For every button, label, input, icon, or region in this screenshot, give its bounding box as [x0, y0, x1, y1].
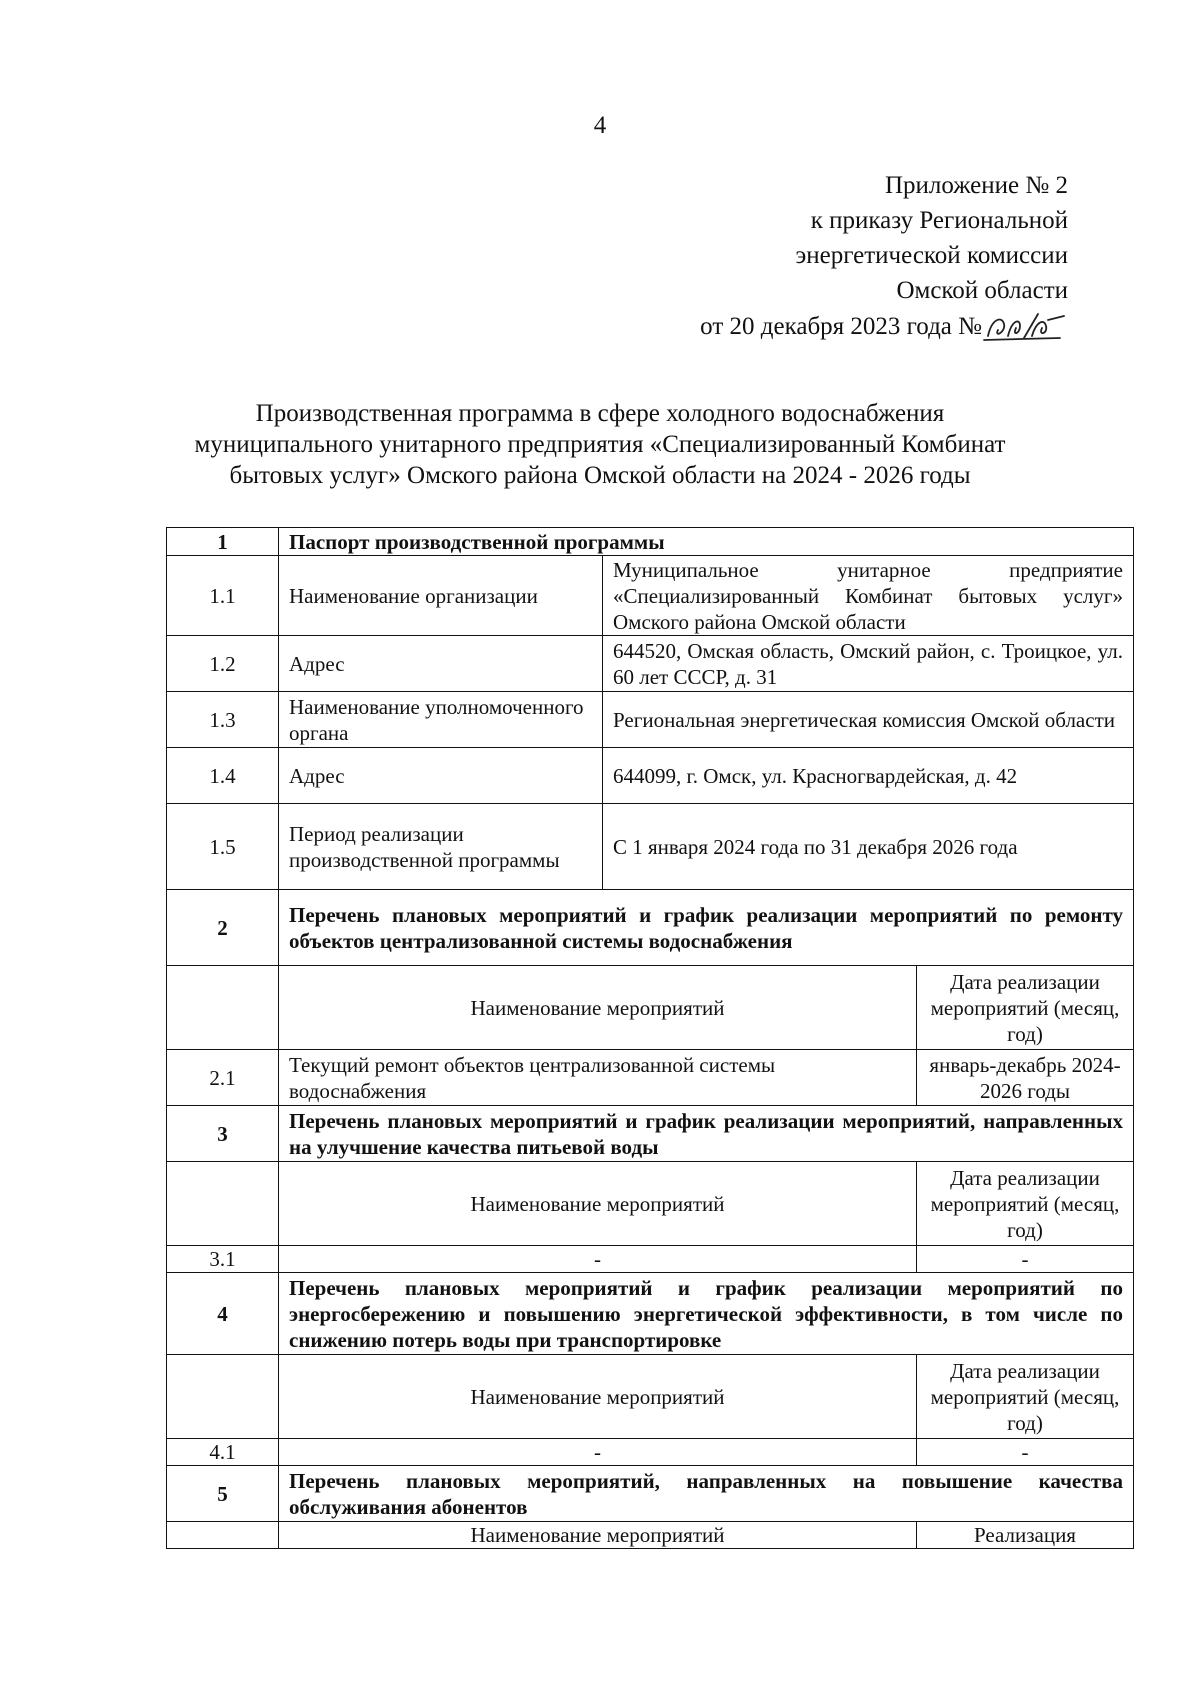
column-header-date: Дата реализации мероприятий (месяц, год): [917, 1162, 1134, 1246]
section-title: Перечень плановых мероприятий, направленных на повышение качества обслуживания абонентов: [279, 1466, 1134, 1522]
table-row: [167, 1246, 1134, 1273]
appendix-line: Омской области: [896, 277, 1068, 304]
table-row: [167, 1050, 1134, 1106]
row-number: 4.1: [167, 1439, 279, 1466]
appendix-header: [700, 168, 1068, 344]
appendix-date-line: [700, 308, 1068, 344]
section-title: Перечень плановых мероприятий и график реализации мероприятий по энергосбережению и повышению энергетической эффективности, в том числе по снижению потерь воды при транспортировке: [279, 1273, 1134, 1355]
row-label: Адрес: [279, 748, 603, 804]
column-header-row: [167, 1522, 1134, 1549]
appendix-line: энергетической комиссии: [795, 242, 1068, 269]
row-number: 1.2: [167, 636, 279, 692]
row-date: -: [917, 1246, 1134, 1273]
column-header-name: Наименование мероприятий: [279, 1162, 917, 1246]
table-row: [167, 748, 1134, 804]
section-title: Перечень плановых мероприятий и график реализации мероприятий, направленных на улучшение качества питьевой воды: [279, 1106, 1134, 1162]
row-number: 1.1: [167, 556, 279, 636]
title-line: Производственная программа в сфере холодного водоснабжения: [255, 400, 945, 427]
row-label: Наименование организации: [279, 556, 603, 636]
section-number: 4: [167, 1273, 279, 1355]
row-label: Наименование уполномоченного органа: [279, 692, 603, 748]
handwritten-number-signature: [982, 308, 1068, 344]
column-header-date: Дата реализации мероприятий (месяц, год): [917, 1355, 1134, 1439]
empty-cell: [167, 1522, 279, 1549]
section-header-row: [167, 1106, 1134, 1162]
section-number: 2: [167, 890, 279, 966]
section-number: 1: [167, 528, 279, 556]
row-number: 1.5: [167, 804, 279, 890]
row-value: Муниципальное унитарное предприятие «Специализированный Комбинат бытовых услуг» Омского района Омской области: [603, 556, 1134, 636]
section-header-row: [167, 528, 1134, 556]
appendix-line: к приказу Региональной: [810, 207, 1068, 234]
table-row: [167, 1439, 1134, 1466]
row-number: 2.1: [167, 1050, 279, 1106]
document-title: [150, 398, 1050, 491]
row-label: Адрес: [279, 636, 603, 692]
section-header-row: [167, 890, 1134, 966]
row-label: Период реализации производственной программы: [279, 804, 603, 890]
table-row: [167, 692, 1134, 748]
row-date: -: [917, 1439, 1134, 1466]
row-number: 1.3: [167, 692, 279, 748]
appendix-date-prefix: от 20 декабря 2023 года №: [700, 313, 982, 340]
section-title: Перечень плановых мероприятий и график реализации мероприятий по ремонту объектов централизованной системы водоснабжения: [279, 890, 1134, 966]
section-title: Паспорт производственной программы: [279, 528, 1134, 556]
section-header-row: [167, 1273, 1134, 1355]
empty-cell: [167, 1355, 279, 1439]
table-row: [167, 804, 1134, 890]
row-name: Текущий ремонт объектов централизованной системы водоснабжения: [279, 1050, 917, 1106]
section-number: 3: [167, 1106, 279, 1162]
table-row: [167, 636, 1134, 692]
column-header-date: Реализация: [917, 1522, 1134, 1549]
section-header-row: [167, 1466, 1134, 1522]
empty-cell: [167, 966, 279, 1050]
appendix-line: Приложение № 2: [884, 172, 1068, 199]
row-number: 1.4: [167, 748, 279, 804]
column-header-name: Наименование мероприятий: [279, 966, 917, 1050]
column-header-name: Наименование мероприятий: [279, 1522, 917, 1549]
row-value: С 1 января 2024 года по 31 декабря 2026 года: [603, 804, 1134, 890]
section-number: 5: [167, 1466, 279, 1522]
row-value: 644099, г. Омск, ул. Красногвардейская, д. 42: [603, 748, 1134, 804]
row-name: -: [279, 1439, 917, 1466]
table-row: [167, 556, 1134, 636]
row-name: -: [279, 1246, 917, 1273]
column-header-name: Наименование мероприятий: [279, 1355, 917, 1439]
page-number: 4: [593, 112, 607, 139]
row-date: январь-декабрь 2024-2026 годы: [917, 1050, 1134, 1106]
program-table: [166, 527, 1134, 1549]
column-header-row: [167, 1162, 1134, 1246]
empty-cell: [167, 1162, 279, 1246]
row-value: Региональная энергетическая комиссия Омской области: [603, 692, 1134, 748]
column-header-date: Дата реализации мероприятий (месяц, год): [917, 966, 1134, 1050]
row-number: 3.1: [167, 1246, 279, 1273]
row-value: 644520, Омская область, Омский район, с. Троицкое, ул. 60 лет СССР, д. 31: [603, 636, 1134, 692]
column-header-row: [167, 1355, 1134, 1439]
title-line: бытовых услуг» Омского района Омской области на 2024 - 2026 годы: [229, 462, 971, 489]
title-line: муниципального унитарного предприятия «Специализированный Комбинат: [194, 431, 1006, 458]
column-header-row: [167, 966, 1134, 1050]
